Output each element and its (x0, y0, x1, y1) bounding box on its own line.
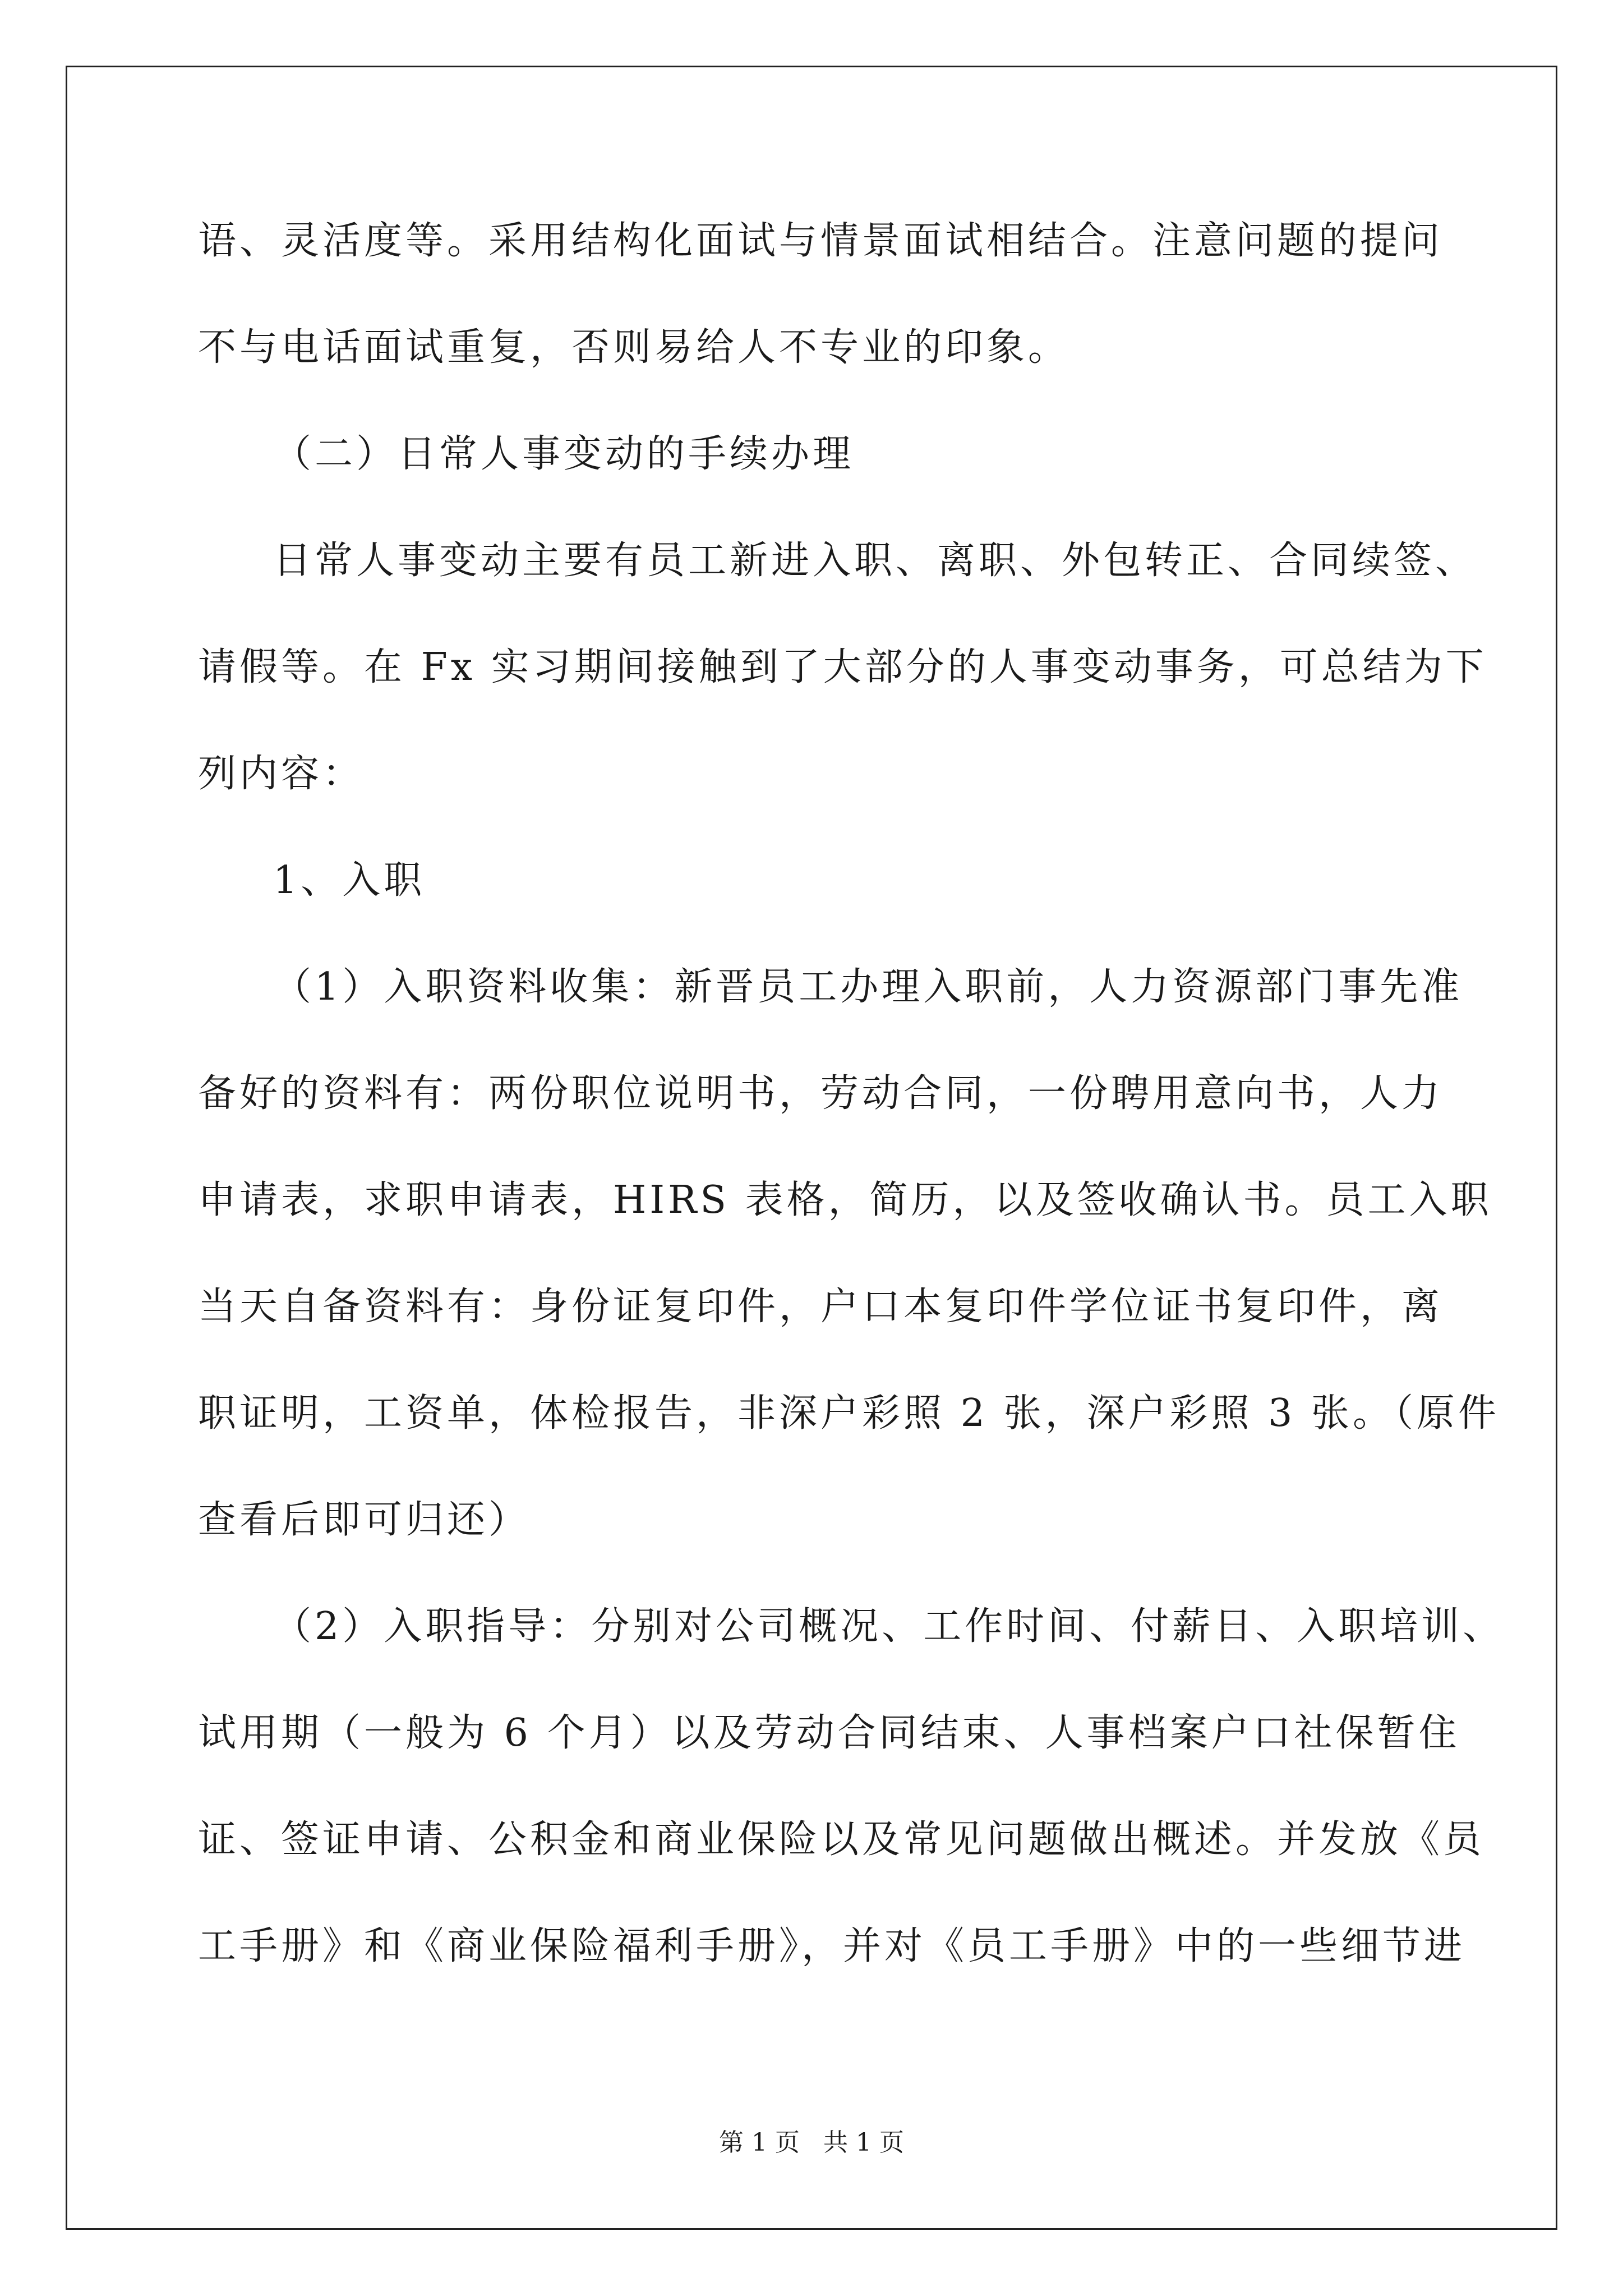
text-line: 请假等。在 Fx 实习期间接触到了大部分的人事变动事务，可总结为下 (198, 645, 1487, 689)
text-line: 申请表，求职申请表，HIRS 表格，简历，以及签收确认书。员工入职 (198, 1178, 1492, 1222)
text-line: 试用期（一般为 6 个月）以及劳动合同结束、人事档案户口社保暂住 (198, 1711, 1460, 1755)
text-line: 不与电话面试重复，否则易给人不专业的印象。 (198, 325, 1070, 370)
page-border (66, 66, 1557, 2230)
text-line: （2）入职指导：分别对公司概况、工作时间、付薪日、入职培训、 (273, 1604, 1505, 1649)
text-line: 查看后即可归还） (198, 1498, 531, 1542)
page-footer: 第 1 页 共 1 页 (719, 2128, 904, 2157)
text-line: 备好的资料有：两份职位说明书，劳动合同，一份聘用意向书，人力 (198, 1071, 1444, 1116)
text-line: 工手册》和《商业保险福利手册》，并对《员工手册》中的一些细节进 (198, 1924, 1466, 1968)
text-line: 日常人事变动主要有员工新进入职、离职、外包转正、合同续签、 (273, 539, 1477, 583)
text-line: 当天自备资料有：身份证复印件，户口本复印件学位证书复印件，离 (198, 1285, 1444, 1329)
text-line: 列内容： (198, 752, 365, 796)
text-line: 语、灵活度等。采用结构化面试与情景面试相结合。注意问题的提问 (198, 219, 1444, 263)
text-line: （1）入职资料收集：新晋员工办理入职前，人力资源部门事先准 (273, 965, 1463, 1009)
text-line: 职证明，工资单，体检报告，非深户彩照 2 张，深户彩照 3 张。（原件 (198, 1391, 1500, 1435)
section-heading: （二）日常人事变动的手续办理 (273, 432, 855, 476)
subsection-heading: 1、入职 (273, 858, 426, 903)
text-line: 证、签证申请、公积金和商业保险以及常见问题做出概述。并发放《员 (198, 1818, 1485, 1862)
